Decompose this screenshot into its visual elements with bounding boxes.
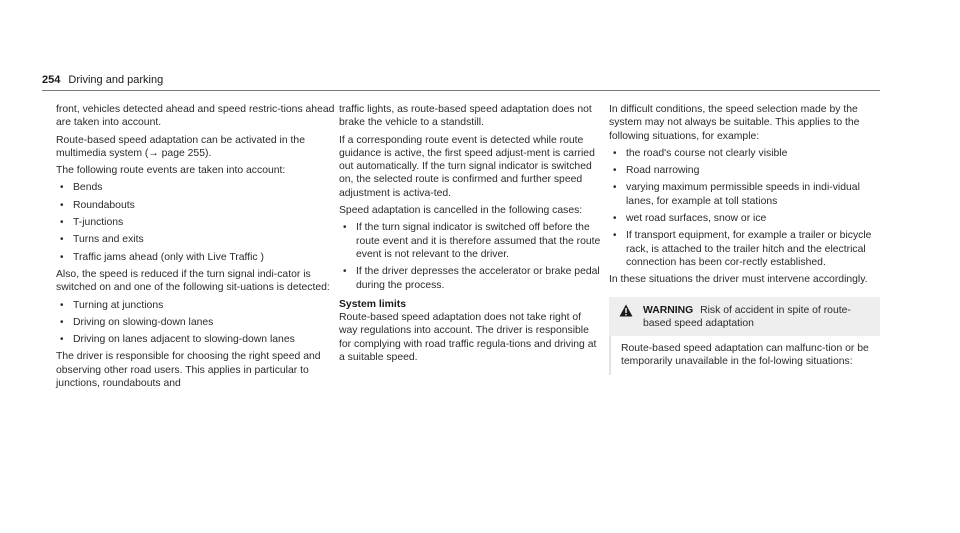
situations-list [56, 299, 338, 347]
paragraph: Route-based speed adaptation can be activated in the multimedia system (→ page 255). [56, 134, 305, 159]
bullet: • [60, 217, 64, 229]
list-item: • Traffic jams ahead (only with Live Traffic ) [60, 251, 264, 263]
cancellation-list [339, 221, 601, 291]
paragraph: Route-based speed adaptation does not take right of way regulations into account. The driver is responsible for complying with road traffic regula-tions and driving at a suitable speed. [339, 312, 597, 364]
list-item: • Turns and exits [60, 234, 144, 246]
list-item: • the road's course not clearly visible [613, 147, 788, 159]
right-column [609, 103, 880, 375]
middle-column [339, 103, 601, 368]
paragraph: traffic lights, as route-based speed adaptation does not brake the vehicle to a standstill. [339, 104, 592, 129]
header-divider [42, 90, 880, 91]
paragraph: In these situations the driver must intervene accordingly. [609, 274, 868, 286]
warning-body: Route-based speed adaptation can malfunc-tion or be temporarily unavailable in the fol-lowing situations: [609, 336, 880, 375]
list-item: • If transport equipment, for example a trailer or bicycle rack, is attached to the trailer hitch and the electrical connection has been cor-rectly established. [613, 230, 872, 268]
bullet: • [613, 182, 617, 194]
paragraph: In difficult conditions, the speed selection made by the system may not always be suitable. This applies to the following situations, for example: [609, 104, 860, 142]
left-column [56, 103, 338, 394]
list-item: • If the driver depresses the accelerator or brake pedal during the process. [343, 266, 600, 291]
difficult-conditions-list [609, 147, 880, 269]
bullet: • [613, 230, 617, 242]
paragraph: The driver is responsible for choosing the right speed and observing other road users. This applies in particular to junctions, roundabouts and [56, 351, 321, 390]
bullet: • [343, 222, 347, 234]
bullet: • [613, 165, 617, 177]
paragraph: If a corresponding route event is detected while route guidance is active, the first speed adjust-ment is carried out automatically. If the turn signal indicator is switched on, the selected route is confirmed and further speed adjustment is activa-ted. [339, 134, 595, 199]
bullet: • [343, 266, 347, 278]
list-item: • wet road surfaces, snow or ice [613, 213, 767, 225]
bullet: • [60, 199, 64, 211]
list-item: • Driving on lanes adjacent to slowing-down lanes [60, 334, 295, 346]
warning-box [609, 297, 880, 375]
paragraph: The following route events are taken into account: [56, 165, 286, 177]
bullet: • [60, 234, 64, 246]
section-title: Driving and parking [68, 74, 164, 86]
list-item: • Turning at junctions [60, 299, 164, 311]
route-events-list [56, 181, 338, 263]
list-item: • Bends [60, 182, 103, 194]
bullet: • [60, 334, 64, 346]
warning-title: WARNING [643, 304, 694, 316]
paragraph: front, vehicles detected ahead and speed restric-tions ahead are taken into account. [56, 104, 335, 129]
section-heading: System limits [339, 298, 406, 310]
bullet: • [613, 213, 617, 225]
list-item: • varying maximum permissible speeds in indi-vidual lanes, for example at toll stations [613, 182, 860, 207]
list-item: • Road narrowing [613, 165, 700, 177]
list-item: • If the turn signal indicator is switched off before the route event and it is therefore assumed that the route event is not relevant to the driver. [343, 222, 601, 260]
warning-header [609, 297, 880, 337]
list-item: • T-junctions [60, 217, 124, 229]
page-number: 254 [42, 74, 61, 86]
paragraph: Also, the speed is reduced if the turn signal indi-cator is switched on and one of the following sit-uations is detected: [56, 268, 330, 294]
warning-triangle-icon [619, 304, 633, 321]
bullet: • [60, 251, 64, 263]
page-header [42, 74, 163, 86]
list-item: • Roundabouts [60, 199, 135, 211]
bullet: • [60, 182, 64, 194]
bullet: • [613, 147, 617, 159]
bullet: • [60, 316, 64, 328]
warning-subtitle: Risk of accident in spite of route-based speed adaptation [643, 304, 851, 329]
bullet: • [60, 299, 64, 311]
paragraph: Speed adaptation is cancelled in the following cases: [339, 205, 583, 217]
list-item: • Driving on slowing-down lanes [60, 316, 214, 328]
